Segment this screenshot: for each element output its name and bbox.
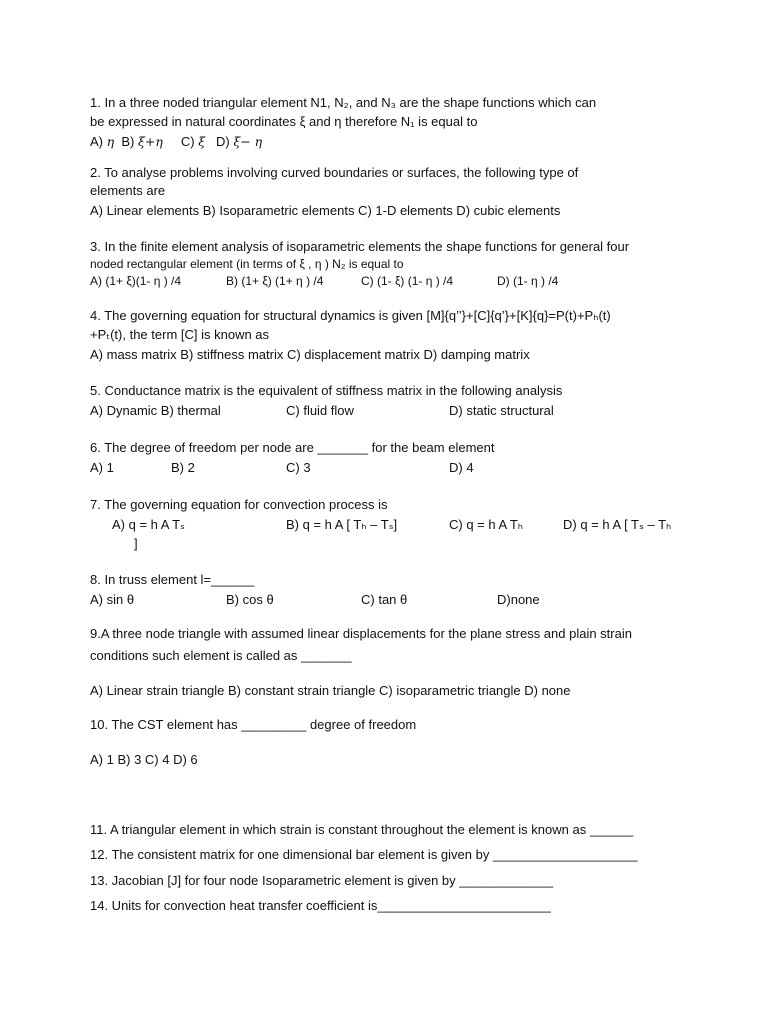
q9-line1: 9.A three node triangle with assumed linear displacements for the plane stress and plain strain (90, 626, 632, 641)
q5-option-ab: A) Dynamic B) thermal (90, 403, 221, 418)
q4-line2: +Pₜ(t), the term [C] is known as (90, 327, 270, 342)
q1-line2: be expressed in natural coordinates ξ and η therefore N₁ is equal to (90, 114, 478, 129)
q1-option-d: D) (215, 134, 230, 149)
q7-option-d-cont: ] (134, 536, 138, 551)
q2-line1: 2. To analyse problems involving curved boundaries or surfaces, the following type of (90, 165, 579, 180)
q8-option-d: D)none (497, 592, 540, 607)
q4-line1: 4. The governing equation for structural dynamics is given [M]{q’’}+[C]{q’}+[K]{q}=P(t)+Pₕ(t) (90, 308, 611, 323)
q1-option-a-math: η (106, 134, 115, 149)
q3-option-c: C) (1- ξ) (1- η ) /4 (361, 274, 454, 288)
q8-option-a: A) sin θ (90, 592, 135, 607)
q10-options: A) 1 B) 3 C) 4 D) 6 (90, 752, 198, 767)
q8-option-b: B) cos θ (226, 592, 274, 607)
q6-option-b: B) 2 (171, 460, 195, 475)
q13-line: 13. Jacobian [J] for four node Isoparametric element is given by _____________ (90, 873, 554, 888)
q3-option-d: D) (1- η ) /4 (497, 274, 559, 288)
q3-option-a: A) (1+ ξ)(1- η ) /4 (90, 274, 182, 288)
q6-line1: 6. The degree of freedom per node are _______ for the beam element (90, 440, 495, 455)
q3-line2: noded rectangular element (in terms of ξ , η ) N₂ is equal to (90, 257, 404, 271)
q7-option-b: B) q = h A [ Tₕ – Tₛ] (286, 517, 398, 532)
q7-line1: 7. The governing equation for convection process is (90, 497, 388, 512)
q1-option-c-math: ξ (198, 134, 206, 149)
q2-options: A) Linear elements B) Isoparametric elements C) 1-D elements D) cubic elements (90, 203, 561, 218)
q1-option-b: B) (121, 134, 135, 149)
q6-option-c: C) 3 (286, 460, 311, 475)
q1-option-c: C) (180, 134, 195, 149)
q2-line2: elements are (90, 183, 166, 198)
q8-line1: 8. In truss element l=______ (90, 572, 255, 587)
q7-option-a: A) q = h A Tₛ (112, 517, 185, 532)
q10-line1: 10. The CST element has _________ degree of freedom (90, 717, 417, 732)
q1-line1: 1. In a three noded triangular element N1, N₂, and N₃ are the shape functions which can (90, 95, 597, 110)
q5-option-c: C) fluid flow (286, 403, 354, 418)
q3-option-b: B) (1+ ξ) (1+ η ) /4 (226, 274, 324, 288)
q5-option-d: D) static structural (449, 403, 554, 418)
q11-line: 11. A triangular element in which strain is constant throughout the element is known as ______ (90, 822, 634, 837)
q1-option-a: A) (90, 134, 103, 149)
q1-option-d-math: ξ− η (233, 134, 263, 149)
q6-option-a: A) 1 (90, 460, 114, 475)
q5-line1: 5. Conductance matrix is the equivalent of stiffness matrix in the following analysis (90, 383, 563, 398)
q1-options (90, 134, 262, 150)
q7-option-c: C) q = h A Tₕ (449, 517, 524, 532)
q9-line2: conditions such element is called as _______ (90, 648, 352, 663)
q6-option-d: D) 4 (449, 460, 474, 475)
q14-line: 14. Units for convection heat transfer coefficient is________________________ (90, 898, 551, 913)
q12-line: 12. The consistent matrix for one dimensional bar element is given by ____________________ (90, 847, 638, 862)
q3-line1: 3. In the finite element analysis of isoparametric elements the shape functions for general four (90, 239, 630, 254)
q4-options: A) mass matrix B) stiffness matrix C) displacement matrix D) damping matrix (90, 347, 530, 362)
q9-options: A) Linear strain triangle B) constant strain triangle C) isoparametric triangle D) none (90, 683, 571, 698)
q1-option-b-math: ξ+η (137, 134, 163, 149)
q7-option-d: D) q = h A [ Tₛ – Tₕ (563, 517, 672, 532)
q8-option-c: C) tan θ (361, 592, 408, 607)
